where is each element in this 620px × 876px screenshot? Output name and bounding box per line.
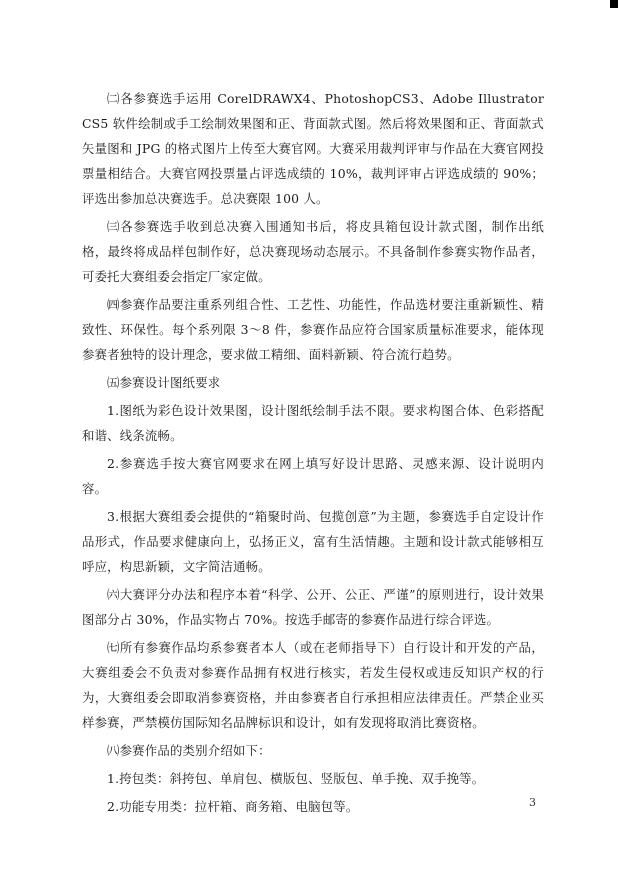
paragraph-5-heading: ㈤参赛设计图纸要求 — [107, 375, 221, 390]
page-number: 3 — [529, 796, 536, 809]
paragraph-5-item-1: 1.图纸为彩色设计效果图，设计图纸绘制手法不限。要求构图合体、色彩搭配和谐、线条流畅。 — [82, 403, 544, 443]
scan-corner-mark — [610, 0, 618, 8]
paragraph-5-item-2: 2.参赛选手按大赛官网要求在网上填写好设计思路、灵感来源、设计说明内容。 — [82, 456, 544, 496]
paragraph-8-heading: ㈧参赛作品的类别介绍如下： — [107, 743, 271, 758]
paragraph-3-finals: ㈢各参赛选手收到总决赛入围通知书后，将皮具箱包设计款式图，制作出纸格，最终将成品样包制作好，总决赛现场动态展示。不具备制作参赛实物作品者，可委托大赛组委会指定厂家定做。 — [82, 219, 544, 284]
category-item-2: 2.功能专用类：拉杆箱、商务箱、电脑包等。 — [107, 799, 359, 814]
category-item-1: 1.挎包类：斜挎包、单肩包、横版包、竖版包、单手挽、双手挽等。 — [107, 771, 485, 786]
paragraph-4-requirements: ㈣参赛作品要注重系列组合性、工艺性、功能性，作品选材要注重新颖性、精致性、环保性。每个系列限 3～8 件，参赛作品应符合国家质量标准要求，能体现参赛者独特的设计理念，要求做工精细、面料新颖、符合流行趋势。 — [82, 297, 544, 362]
paragraph-2-submission: ㈡各参赛选手运用 CorelDRAWX4、PhotoshopCS3、Adobe Illustrator CS5 软件绘制或手工绘制效果图和正、背面款式图。然后将效果图和正、背面款式矢量图和 JPG 的格式图片上传至大赛官网。大赛采用裁判评审与作品在大赛官网投票量相结合。大赛官网投票量占评选成绩的 10%，裁判评审占评选成绩的 90%；评选出参加总决赛选手。总决赛限 100 人。 — [82, 91, 544, 206]
paragraph-5-item-3: 3.根据大赛组委会提供的“箱聚时尚、包揽创意”为主题，参赛选手自定设计作品形式，作品要求健康向上，弘扬正义，富有生活情趣。主题和设计款式能够相互呼应，构思新颖，文字简洁通畅。 — [82, 509, 544, 574]
paragraph-7-originality: ㈦所有参赛作品均系参赛者本人（或在老师指导下）自行设计和开发的产品，大赛组委会不负责对参赛作品拥有权进行核实，若发生侵权或违反知识产权的行为，大赛组委会即取消参赛资格，并由参赛者自行承担相应法律责任。严禁企业买样参赛，严禁模仿国际知名品牌标识和设计，如有发现将取消比赛资格。 — [82, 640, 544, 730]
paragraph-6-scoring: ㈥大赛评分办法和程序本着“科学、公开、公正、严谨”的原则进行，设计效果图部分占 30%，作品实物占 70%。按选手邮寄的参赛作品进行综合评选。 — [82, 587, 544, 627]
document-body — [82, 86, 544, 822]
